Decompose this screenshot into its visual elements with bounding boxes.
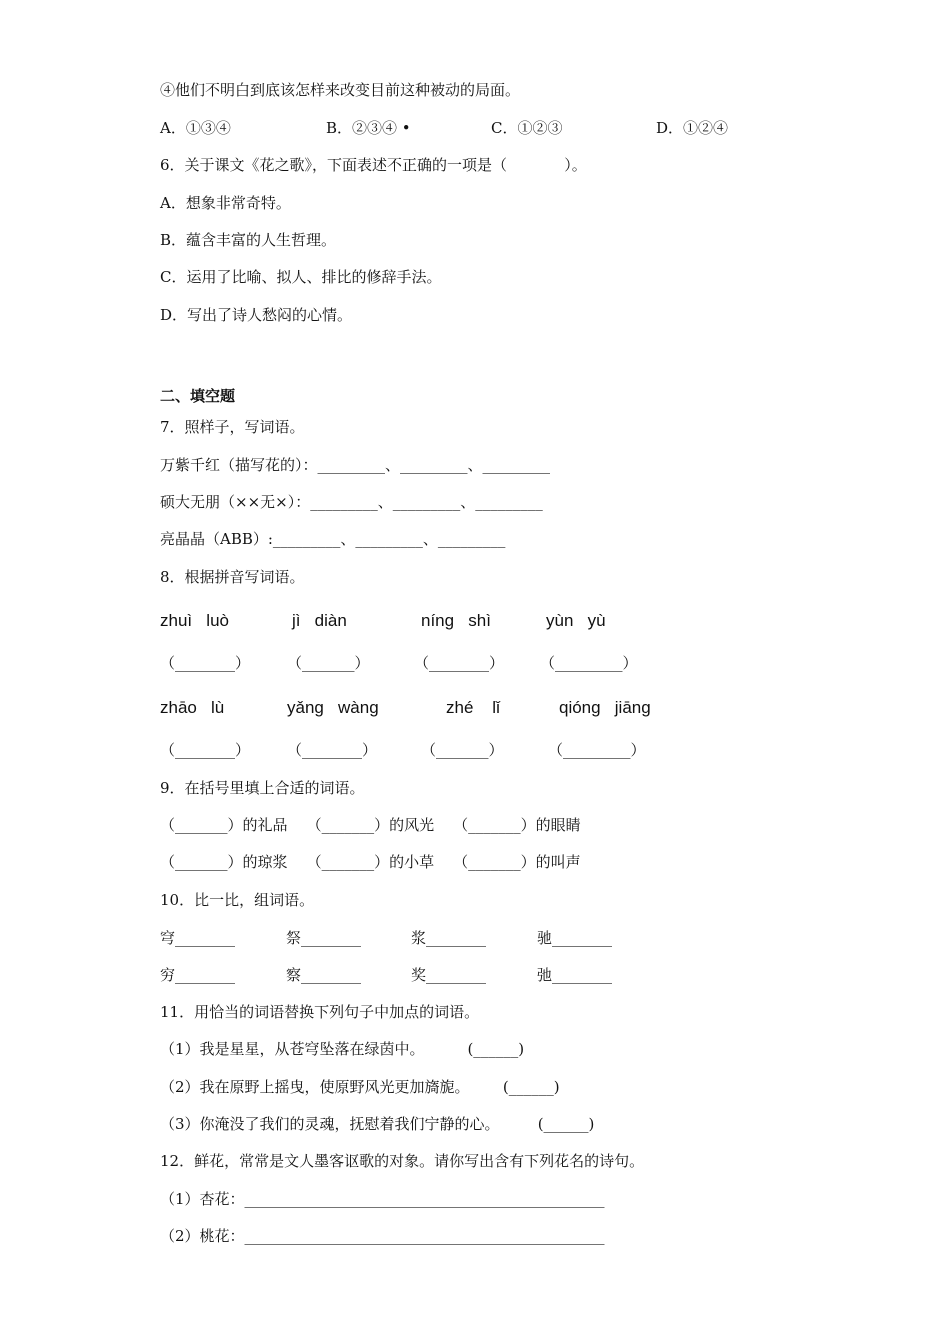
- answer-blank[interactable]: （_______）: [287, 654, 370, 672]
- pinyin: zhāo lù: [160, 698, 225, 717]
- section-title: 二、填空题: [160, 387, 236, 405]
- q7-line: 万紫千红（描写花的）：_________、_________、_________: [160, 456, 551, 474]
- q9-stem: 9．在括号里填上合适的词语。: [160, 779, 365, 797]
- q6-stem: 6．关于课文《花之歌》，下面表述不正确的一项是（ ）。: [160, 156, 587, 174]
- answer-blank[interactable]: （_________）: [548, 741, 646, 759]
- q5-option-d: D．①②④: [656, 119, 729, 137]
- answer-blank[interactable]: （________）: [160, 741, 251, 759]
- q9-line: （_______）的礼品 （_______）的风光 （_______）的眼睛: [160, 816, 581, 834]
- q6-option-b: B．蕴含丰富的人生哲理。: [160, 231, 337, 249]
- answer-blank[interactable]: （________）: [414, 654, 505, 672]
- q12-item: （1）杏花：________________________________________________: [160, 1190, 605, 1208]
- q5-option-c: C．①②③: [491, 119, 563, 137]
- q5-option-b: B．②③④ •: [326, 119, 411, 137]
- q7-stem: 7．照样子，写词语。: [160, 418, 305, 436]
- q10-item: 浆________: [411, 929, 487, 947]
- q12-item: （2）桃花：________________________________________________: [160, 1227, 605, 1245]
- pinyin: jì diàn: [292, 611, 347, 630]
- pinyin: qióng jiāng: [559, 698, 651, 717]
- q6-option-c: C．运用了比喻、拟人、排比的修辞手法。: [160, 268, 442, 286]
- q7-line: 硕大无朋（××无×）：_________、_________、_________: [160, 493, 543, 511]
- q7-line: 亮晶晶（ABB）:_________、_________、_________: [160, 530, 506, 548]
- q8-stem: 8．根据拼音写词语。: [160, 568, 305, 586]
- answer-blank[interactable]: （_______）: [421, 741, 504, 759]
- q5-item4: ④他们不明白到底该怎样来改变目前这种被动的局面。: [160, 81, 521, 99]
- pinyin: zhuì luò: [160, 611, 229, 630]
- pinyin: zhé lǐ: [446, 698, 500, 717]
- q11-item: （3）你淹没了我们的灵魂，抚慰着我们宁静的心。 (______): [160, 1115, 595, 1133]
- q5-option-a: A．①③④: [160, 119, 231, 137]
- pinyin: yùn yù: [546, 611, 606, 630]
- answer-blank[interactable]: （_________）: [540, 654, 638, 672]
- q10-item: 祭________: [286, 929, 362, 947]
- q10-item: 奖________: [411, 966, 487, 984]
- q10-item: 穷________: [160, 966, 236, 984]
- q10-stem: 10．比一比，组词语。: [160, 891, 315, 909]
- q10-item: 驰________: [537, 929, 613, 947]
- pinyin: níng shì: [421, 611, 491, 630]
- q10-item: 弛________: [537, 966, 613, 984]
- q6-option-a: A．想象非常奇特。: [160, 194, 291, 212]
- answer-blank[interactable]: （________）: [160, 654, 251, 672]
- q9-line: （_______）的琼浆 （_______）的小草 （_______）的叫声: [160, 853, 581, 871]
- q12-stem: 12．鲜花，常常是文人墨客讴歌的对象。请你写出含有下列花名的诗句。: [160, 1152, 645, 1170]
- q11-stem: 11．用恰当的词语替换下列句子中加点的词语。: [160, 1003, 480, 1021]
- q6-option-d: D．写出了诗人愁闷的心情。: [160, 306, 353, 324]
- q10-item: 穹________: [160, 929, 236, 947]
- answer-blank[interactable]: （________）: [287, 741, 378, 759]
- q10-item: 察________: [286, 966, 362, 984]
- q11-item: （1）我是星星，从苍穹坠落在绿茵中。 (______): [160, 1040, 525, 1058]
- q11-item: （2）我在原野上摇曳，使原野风光更加旖旎。 (______): [160, 1078, 560, 1096]
- pinyin: yǎng wàng: [287, 698, 379, 717]
